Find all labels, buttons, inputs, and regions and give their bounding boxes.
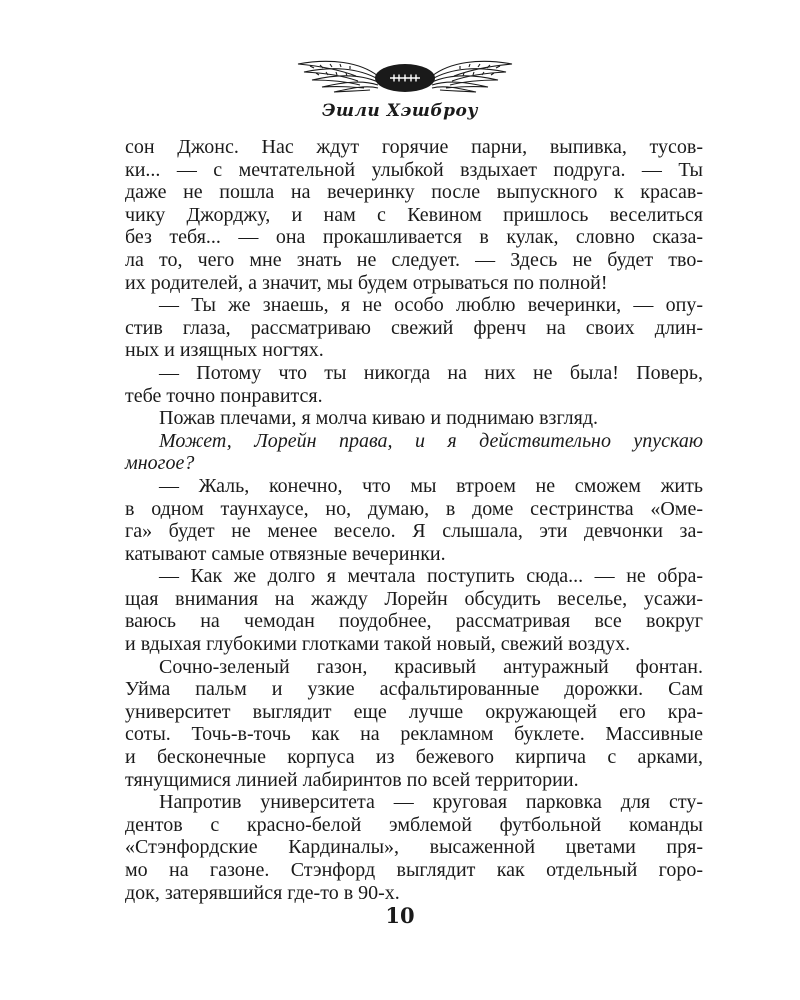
text-line: в одном таунхаусе, но, думаю, в доме сестринства «Оме- — [125, 497, 703, 520]
text-line: щая внимания на жажду Лорейн обсудить веселье, усажи- — [125, 587, 703, 610]
text-line: Может, Лорейн права, и я действительно упускаю — [159, 429, 703, 452]
text-line: многое? — [125, 452, 195, 475]
text-line: соты. Точь-в-точь как на рекламном буклете. Массивные — [125, 723, 703, 746]
text-line: Напротив университета — круговая парковка для сту- — [159, 791, 703, 814]
text-line: ных и изящных ногтях. — [125, 339, 324, 362]
text-line: — Жаль, конечно, что мы втроем не сможем жить — [159, 474, 703, 497]
text-line: без тебя... — она прокашливается в кулак, словно сказа- — [125, 226, 703, 249]
text-line: «Стэнфордские Кардиналы», высаженной цветами пря- — [125, 836, 703, 859]
text-line: Сочно-зеленый газон, красивый антуражный фонтан. — [159, 655, 703, 678]
text-line: тянущимися линией лабиринтов по всей территории. — [125, 768, 579, 791]
text-line: Пожав плечами, я молча киваю и поднимаю взгляд. — [159, 407, 599, 430]
text-line: док, затерявшийся где-то в 90-х. — [125, 881, 400, 904]
right-wing-icon — [432, 61, 512, 92]
text-line: — Потому что ты никогда на них не была! Поверь, — [159, 361, 703, 384]
text-line: Уйма пальм и узкие асфальтированные дорожки. Сам — [125, 678, 703, 701]
text-line: ла то, чего мне знать не следует. — Здесь не будет тво- — [125, 248, 703, 271]
text-line: стив глаза, рассматриваю свежий френч на своих длин- — [125, 316, 703, 339]
text-line: и бесконечные корпуса из бежевого кирпича с арками, — [125, 746, 703, 769]
text-line: дентов с красно-белой эмблемой футбольной команды — [125, 813, 703, 836]
text-line: университет выглядит еще лучше окружающей его кра- — [125, 700, 703, 723]
football-with-wings-icon — [290, 52, 520, 98]
text-line: мо на газоне. Стэнфорд выглядит как отдельный горо- — [125, 859, 703, 881]
body-text — [125, 136, 703, 904]
text-line: катывают самые отвязные вечеринки. — [125, 542, 446, 565]
text-line: их родителей, а значит, мы будем отрываться по полной! — [125, 271, 608, 294]
text-line: даже не пошла на вечеринку после выпускного к красав- — [125, 181, 703, 204]
text-line: га» будет не менее весело. Я слышала, эти девчонки за- — [125, 520, 703, 543]
left-wing-icon — [298, 61, 378, 92]
text-line: — Ты же знаешь, я не особо люблю вечеринки, — опу- — [159, 294, 703, 317]
text-line: ваюсь на чемодан поудобнее, рассматривая все вокруг — [125, 610, 703, 633]
text-line: чику Джорджу, и нам с Кевином пришлось веселиться — [125, 203, 703, 226]
running-header-author: Эшли Хэшброу — [321, 101, 479, 121]
text-line: — Как же долго я мечтала поступить сюда... — не обра- — [159, 565, 703, 588]
text-line: и вдыхая глубокими глотками такой новый, свежий воздух. — [125, 633, 631, 656]
football-icon — [375, 64, 435, 92]
text-line: сон Джонс. Нас ждут горячие парни, выпивка, тусов- — [125, 136, 703, 158]
text-line: ки... — с мечтательной улыбкой вздыхает подруга. — Ты — [125, 158, 703, 181]
text-line: тебе точно понравится. — [125, 384, 323, 407]
page-number: 10 — [385, 903, 415, 928]
